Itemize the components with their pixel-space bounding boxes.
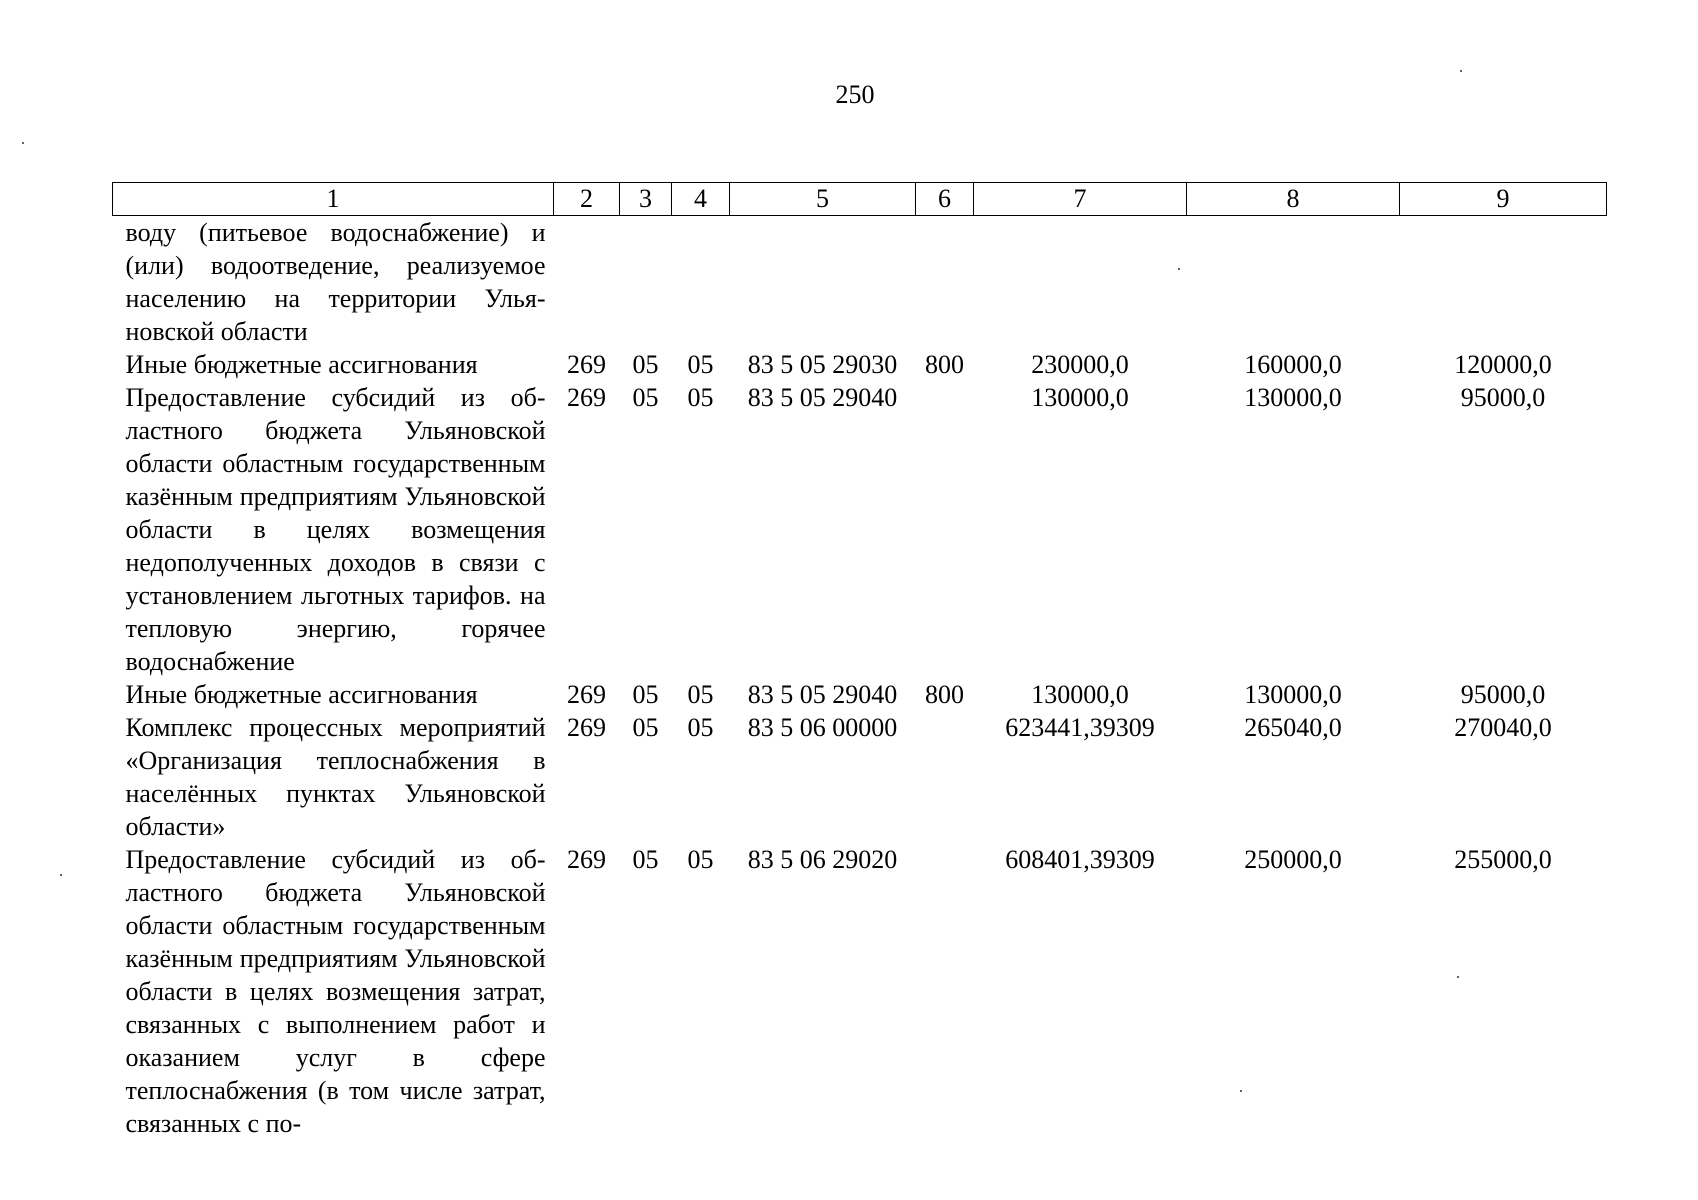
row-name: Иные бюджетные ассигнования [125, 350, 478, 379]
cell-amount-col7: 130000,0 [1031, 383, 1129, 412]
header-col-9: 9 [1400, 183, 1607, 216]
table-row [113, 711, 1607, 843]
cell-amount-col7: 130000,0 [1031, 680, 1129, 709]
cell-ministry: 269 [567, 845, 606, 874]
cell-amount-col9: 255000,0 [1454, 845, 1552, 874]
cell-section: 05 [632, 680, 659, 709]
table-row [113, 843, 1607, 1140]
cell-ministry: 269 [567, 350, 606, 379]
cell-amount-col7: 608401,39309 [1005, 845, 1155, 874]
table-row [113, 348, 1607, 381]
cell-amount-col9: 95000,0 [1460, 680, 1546, 709]
cell-ministry: 269 [567, 383, 606, 412]
cell-subsection: 05 [687, 845, 714, 874]
row-name: Предоставление субсидий из областного бюджета Ульяновской области областным государственным казённым предприятиям Ульяновской области в целях возмещения недополученных доходов в связи с установлением льготных тарифов. на тепловую энергию, горячее водоснабжение [125, 383, 546, 676]
header-col-4: 4 [672, 183, 730, 216]
table-row [113, 216, 1607, 349]
cell-target-code: 83 5 06 29020 [747, 845, 898, 874]
budget-table [112, 182, 1607, 1140]
cell-section: 05 [632, 845, 659, 874]
row-name: Иные бюджетные ассигнования [125, 680, 478, 709]
cell-expense-type: 800 [925, 350, 964, 379]
cell-target-code: 83 5 05 29030 [747, 350, 898, 379]
cell-amount-col9: 120000,0 [1454, 350, 1552, 379]
cell-section: 05 [632, 713, 659, 742]
cell-subsection [672, 216, 730, 349]
cell-section [620, 216, 672, 349]
cell-expense-type [916, 843, 974, 1140]
header-row [113, 183, 1607, 216]
cell-expense-type [916, 711, 974, 843]
scan-speck [22, 142, 24, 144]
scan-speck [1240, 1090, 1242, 1092]
cell-ministry [554, 216, 620, 349]
cell-amount-col9: 270040,0 [1454, 713, 1552, 742]
cell-amount-col8: 160000,0 [1244, 350, 1342, 379]
cell-expense-type [916, 216, 974, 349]
header-col-2: 2 [554, 183, 620, 216]
budget-table-container [112, 182, 1606, 1140]
cell-amount-col8: 130000,0 [1244, 383, 1342, 412]
table-body [113, 216, 1607, 1141]
cell-ministry: 269 [567, 713, 606, 742]
page-number: 250 [835, 80, 875, 109]
row-name: Предоставление субсидий из областного бюджета Ульяновской области областным государственным казённым предприятиям Ульяновской области в целях возмещения затрат, связанных с выполнением работ и оказанием услуг в сфере теплоснабжения (в том числе затрат, связанных с по- [125, 845, 546, 1138]
cell-subsection: 05 [687, 680, 714, 709]
cell-amount-col7: 623441,39309 [1005, 713, 1155, 742]
cell-target-code: 83 5 05 29040 [747, 680, 898, 709]
cell-section: 05 [632, 350, 659, 379]
cell-subsection: 05 [687, 713, 714, 742]
cell-amount-col8 [1187, 216, 1400, 349]
cell-amount-col8: 250000,0 [1244, 845, 1342, 874]
row-name: воду (питьевое водоснабжение) и (или) водоотведение, реализуемое населению на территории Ульяновской области [125, 218, 546, 346]
cell-amount-col9 [1400, 216, 1607, 349]
header-col-7: 7 [974, 183, 1187, 216]
header-col-8: 8 [1187, 183, 1400, 216]
cell-amount-col7: 230000,0 [1031, 350, 1129, 379]
cell-ministry: 269 [567, 680, 606, 709]
header-col-3: 3 [620, 183, 672, 216]
cell-target-code [730, 216, 916, 349]
cell-amount-col7 [974, 216, 1187, 349]
cell-section: 05 [632, 383, 659, 412]
scan-speck [1457, 976, 1459, 978]
cell-amount-col8: 265040,0 [1244, 713, 1342, 742]
cell-expense-type [916, 381, 974, 678]
cell-amount-col8: 130000,0 [1244, 680, 1342, 709]
cell-target-code: 83 5 06 00000 [747, 713, 898, 742]
cell-subsection: 05 [687, 350, 714, 379]
row-name: Комплекс процессных мероприятий «Организация теплоснабжения в населённых пунктах Ульяновской области» [125, 713, 546, 841]
scan-speck [1460, 70, 1462, 72]
cell-expense-type: 800 [925, 680, 964, 709]
cell-subsection: 05 [687, 383, 714, 412]
cell-amount-col9: 95000,0 [1460, 383, 1546, 412]
scan-speck [1178, 268, 1180, 270]
table-row [113, 381, 1607, 678]
header-col-1: 1 [113, 183, 554, 216]
table-row [113, 678, 1607, 711]
table-header [113, 183, 1607, 216]
scan-speck [60, 874, 62, 876]
cell-target-code: 83 5 05 29040 [747, 383, 898, 412]
header-col-6: 6 [916, 183, 974, 216]
header-col-5: 5 [730, 183, 916, 216]
